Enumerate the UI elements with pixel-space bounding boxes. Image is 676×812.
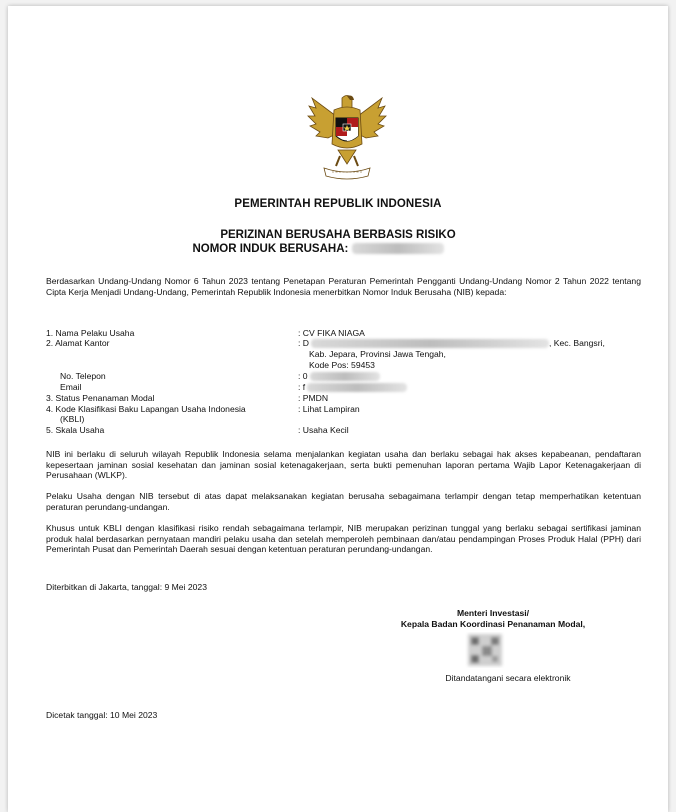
nama-value: : CV FIKA NIAGA: [298, 328, 365, 338]
signatory-block: [368, 608, 618, 630]
telepon-prefix: : 0: [298, 371, 308, 381]
telepon-label: No. Telepon: [60, 371, 106, 381]
alamat-line1: [298, 338, 605, 349]
email-label: Email: [60, 382, 82, 392]
signatory-line1: Menteri Investasi/: [456, 608, 530, 618]
redacted-email: [307, 383, 407, 392]
electronic-signature-qr: [462, 632, 510, 668]
garuda-emblem: [306, 94, 388, 182]
printed-date: Dicetak tanggal: 10 Mei 2023: [46, 710, 158, 720]
nib-label: NOMOR INDUK BERUSAHA:: [192, 243, 352, 255]
alamat-prefix: : D: [298, 338, 309, 348]
redacted-phone: [310, 372, 380, 381]
nama-label: 1. Nama Pelaku Usaha: [46, 328, 135, 338]
alamat-line3: Kode Pos: 59453: [309, 360, 375, 370]
status-label: 3. Status Penanaman Modal: [46, 393, 155, 403]
signed-electronically: Ditandatangani secara elektronik: [445, 673, 571, 683]
document-page: [8, 6, 668, 812]
telepon-value: [298, 371, 380, 382]
redacted-nib: [352, 243, 444, 254]
validity-paragraph: NIB ini berlaku di seluruh wilayah Republik Indonesia selama menjalankan kegiatan usaha dan berlaku sebagai hak akses kepabeanan, pendaftaran kepesertaan jaminan sosial kesehatan dan jaminan sosial ketenagakerjaan, serta bukti pemenuhan laporan pertama Wajib Lapor Ketenagakerjaan di Perusahaan (WLKP).: [46, 449, 641, 481]
halal-paragraph: Khusus untuk KBLI dengan klasifikasi risiko rendah sebagaimana terlampir, NIB merupakan perizinan tunggal yang berlaku sebagai sertifikasi jaminan produk halal berdasarkan pernyataan mandiri pelaku usaha dan setelah memperoleh pembinaan dan/atau pendampingan Proses Produk Halal (PPH) dari Pemerintah Pusat dan Pemerintah Daerah sesuai dengan ketentuan peraturan perundang-undangan.: [46, 523, 641, 555]
kbli-label-abbr: (KBLI): [60, 414, 85, 424]
nib-line: [0, 242, 648, 256]
skala-label: 5. Skala Usaha: [46, 425, 105, 435]
obligation-paragraph: Pelaku Usaha dengan NIB tersebut di atas dapat melaksanakan kegiatan berusaha sebagaimana terlampir dengan tetap memperhatikan ketentuan peraturan perundang-undangan.: [46, 491, 641, 512]
email-value: [298, 382, 407, 393]
skala-value: : Usaha Kecil: [298, 425, 349, 435]
intro-paragraph: Berdasarkan Undang-Undang Nomor 6 Tahun 2023 tentang Penetapan Peraturan Pemerintah Pengganti Undang-Undang Nomor 2 Tahun 2022 tentang Cipta Kerja Menjadi Undang-Undang, Pemerintah Republik Indonesia menerbitkan Nomor Induk Berusaha (NIB) kepada:: [46, 276, 641, 297]
document-title-block: [8, 228, 668, 256]
alamat-suffix: , Kec. Bangsri,: [548, 338, 605, 348]
government-heading: PEMERINTAH REPUBLIK INDONESIA: [234, 198, 442, 210]
alamat-label: 2. Alamat Kantor: [46, 338, 110, 348]
issued-date: Diterbitkan di Jakarta, tanggal: 9 Mei 2023: [46, 582, 207, 592]
alamat-line2: Kab. Jepara, Provinsi Jawa Tengah,: [309, 349, 446, 359]
kbli-value: : Lihat Lampiran: [298, 404, 360, 414]
status-value: : PMDN: [298, 393, 329, 403]
redacted-address: [311, 339, 549, 348]
signatory-line2: Kepala Badan Koordinasi Penanaman Modal,: [400, 619, 586, 629]
kbli-label: 4. Kode Klasifikasi Baku Lapangan Usaha Indonesia: [46, 404, 246, 414]
document-title: PERIZINAN BERUSAHA BERBASIS RISIKO: [220, 229, 456, 241]
email-prefix: : f: [298, 382, 306, 392]
